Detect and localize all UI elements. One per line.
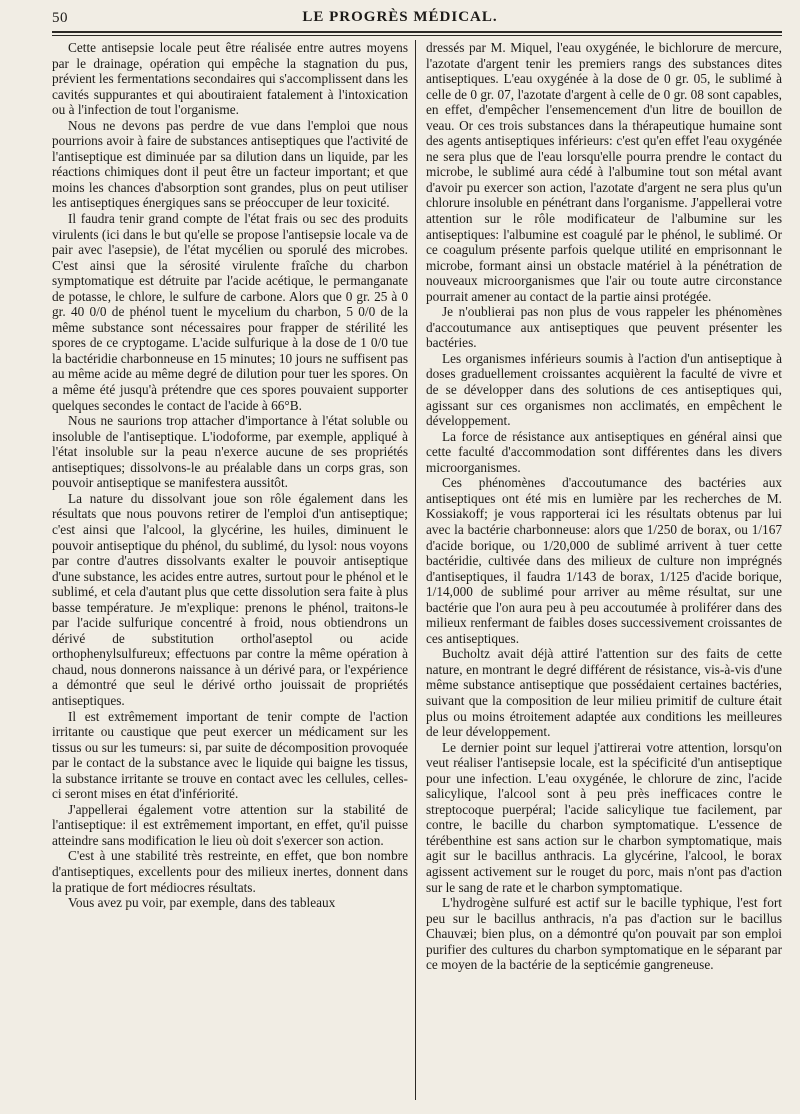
right-column: [426, 40, 782, 1100]
paragraph: La force de résistance aux antiseptiques en général ainsi que cette faculté d'accommodation sont différentes dans les divers microorganismes.: [426, 428, 782, 475]
paragraph: C'est à une stabilité très restreinte, en effet, que bon nombre d'antiseptiques, excellents pour des milieux inertes, donnent dans la pratique de fort médiocres résultats.: [52, 848, 408, 895]
paragraph: Ces phénomènes d'accoutumance des bactéries aux antiseptiques ont été mis en lumière par les recherches de M. Kossiakoff; je vous rapporterai ici les résultats obtenus par lui avec la bactérie charbonneuse: alors que 1/250 de borax, ou 1/167 d'acide borique, ou 1/20,000 de sublimé arrivent à tuer cette bactéridie, cultivée dans des milieux de culture non imprégnés d'antiseptiques, il faudra 1/143 de borax, 1/125 d'acide borique, 1/14,000 de sublimé pour arriver au même résultat, sur une bactérie que l'on aura peu à peu accoutumée à proliférer dans des milieux renfermant de faibles doses successivement croissantes de ces antiseptiques.: [426, 475, 782, 646]
text-columns: [52, 40, 782, 1100]
header-rule-thick: [52, 31, 782, 33]
paragraph: Cette antisepsie locale peut être réalisée entre autres moyens par le drainage, opération qui empêche la stagnation du pus, prévient les fermentations secondaires qui s'accomplissent dans les cavités suppurantes et qui aboutiraient fatalement à l'intoxication ou à l'infection de tout l'organisme.: [52, 40, 408, 118]
paragraph: Nous ne devons pas perdre de vue dans l'emploi que nous pourrions avoir à faire de substances antiseptiques que l'activité de l'antiseptique est diminuée par sa dilution dans un liquide, par les réactions chimiques dont il peut être un facteur important; et que moins les chances d'absorption sont grandes, plus on peut utiliser les antiseptiques énergiques sans se préoccuper de leur toxicité.: [52, 117, 408, 211]
paragraph-continued: dressés par M. Miquel, l'eau oxygénée, le bichlorure de mercure, l'azotate d'argent tenir les premiers rangs des substances dites antiseptiques. L'eau oxygénée à la dose de 0 gr. 05, le sublimé à celle de 0 gr. 07, l'azotate d'argent à celle de 0 gr. 08 sont capables, en effet, d'empêcher l'ensemencement d'un litre de bouillon de veau. Or ces trois substances dans la thérapeutique humaine sont des agents antiseptiques inférieurs: c'est qu'en effet l'eau oxygénée ne sera plus que de l'eau lorsqu'elle pourra prendre le contact du microbe, le sublimé aura cédé à l'albumine tout son métal avant d'avoir pu exercer son action, l'azotate d'argent ne sera plus qu'un chlorure insoluble en pénétrant dans l'organisme. J'appellerai votre attention sur le rôle modificateur de l'albumine sur les antiseptiques: l'albumine est coagulé par le phénol, le sublimé. Or ce coagulum présente parfois quelque utilité en emprisonnant le microbe, formant ainsi un obstacle matériel à la pénétration de nouveaux microorganismes que l'air ou toute autre circonstance pourrait amener au contact de la partie ainsi protégée.: [426, 40, 782, 304]
journal-title: LE PROGRÈS MÉDICAL.: [302, 9, 498, 25]
paragraph: Le dernier point sur lequel j'attirerai votre attention, lorsqu'on veut réaliser l'antisepsie locale, est la spécificité d'un antiseptique pour une infection. L'eau oxygénée, le chlorure de zinc, l'acide salicylique, l'alcool sont à peu près inefficaces contre le streptocoque puerpéral; l'acide salicylique tue facilement, par contre, le bacille du charbon symptomatique. L'essence de térébenthine est sans action sur le charbon symptomatique, mais agit sur le bacillus anthracis. La glycérine, l'alcool, le borax agissent activement sur le rouget du porc, mais n'ont pas d'action sur le sang de rate et le charbon symptomatique.: [426, 739, 782, 895]
header-rule-thin: [52, 35, 782, 36]
column-divider: [415, 40, 416, 1100]
paragraph: Nous ne saurions trop attacher d'importance à l'état soluble ou insoluble de l'antiseptique. L'iodoforme, par exemple, appliqué à l'état insoluble sur la peau n'exerce aucune de ses propriétés antiseptiques; dissolvons-le au préalable dans un corps gras, son pouvoir antiseptique se manifestera aussitôt.: [52, 413, 408, 491]
left-column: [52, 40, 408, 1100]
paragraph: Je n'oublierai pas non plus de vous rappeler les phénomènes d'accoutumance aux antiseptiques que peuvent présenter les bactéries.: [426, 304, 782, 351]
paragraph: Vous avez pu voir, par exemple, dans des tableaux: [68, 895, 336, 911]
page-number: 50: [52, 10, 68, 26]
paragraph: Bucholtz avait déjà attiré l'attention sur des faits de cette nature, en montrant le degré différent de résistance, vis-à-vis d'une même substance antiseptique que possédaient certaines bactéries, suivant que la composition de leur milieu primitif de culture était plus ou moins étroitement adaptée aux conditions les meilleures de leur développement.: [426, 646, 782, 740]
paragraph: Il faudra tenir grand compte de l'état frais ou sec des produits virulents (ici dans le but qu'elle se propose l'antisepsie locale va de pair avec l'asepsie), de l'état mycélien ou sporulé des microbes. C'est ainsi que la sérosité virulente fraîche du charbon symptomatique est détruite par l'acide acétique, le permanganate de potasse, le chlore, le sulfure de carbone. Alors que 0 gr. 25 à 0 gr. 40 0/0 de phénol tuent le mycelium du charbon, 5 0/0 de la même substance sont nécessaires pour frapper de stérilité les spores de ce cryptogame. L'acide sulfurique à la dose de 1 0/0 tue la bactéridie charbonneuse en 15 minutes; 10 jours ne suffisent pas au même acide au même degré de dilution pour tuer les spores. On a même été jusqu'à prétendre que ces spores pouvaient supporter quelques secondes le contact de l'acide à 66°B.: [52, 211, 408, 413]
paragraph: J'appellerai également votre attention sur la stabilité de l'antiseptique: il est extrêmement important, en effet, qu'il puisse atteindre sans modification le lieu où doit s'exercer son action.: [52, 801, 408, 848]
paragraph: Les organismes inférieurs soumis à l'action d'un antiseptique à doses graduellement croissantes acquièrent la faculté de vivre et de se développer dans des solutions de ces antiseptiques qui, agissant sur ces organismes non acclimatés, en empêchent le développement.: [426, 350, 782, 429]
paragraph: Il est extrêmement important de tenir compte de l'action irritante ou caustique que peut exercer un médicament sur les tissus ou sur les tumeurs: si, par suite de décomposition provoquée par le contact de la substance avec le liquide qui baigne les tissus, la substance irritante se trouve en contact avec les cellules, celles-ci seront mises en état d'infériorité.: [52, 708, 408, 802]
paragraph: L'hydrogène sulfuré est actif sur le bacille typhique, l'est fort peu sur le bacillus anthracis, n'a pas d'action sur le bacillus Chauvæi; bien plus, on a démontré qu'on pouvait par son emploi purifier des cultures du charbon symptomatique en le séparant par ce moyen de la bactérie de la septicémie gangreneuse.: [426, 895, 782, 973]
paragraph: La nature du dissolvant joue son rôle également dans les résultats que nous pouvons retirer de l'emploi d'un antiseptique; c'est ainsi que l'alcool, la glycérine, les huiles, diminuent le pouvoir antiseptique du phénol, du sublimé, du lysol: nous voyons par contre d'autres dissolvants exalter le pouvoir antiseptique d'une substance, les acides entre autres, surtout pour le phénol et le sublimé, et cela d'autant plus que cette dissolution sera faite à plus basse température. Je m'explique: prenons le phénol, traitons-le par l'acide sulfurique concentré à froid, nous obtiendrons un dérivé de substitution orthol'aseptol ou acide orthophenylsulfureux; effectuons par contre la même opération à chaud, nous donnerons naissance à un dérivé para, or l'expérience a démontré que seul le dérivé ortho jouissait de propriétés antiseptiques.: [52, 490, 408, 708]
